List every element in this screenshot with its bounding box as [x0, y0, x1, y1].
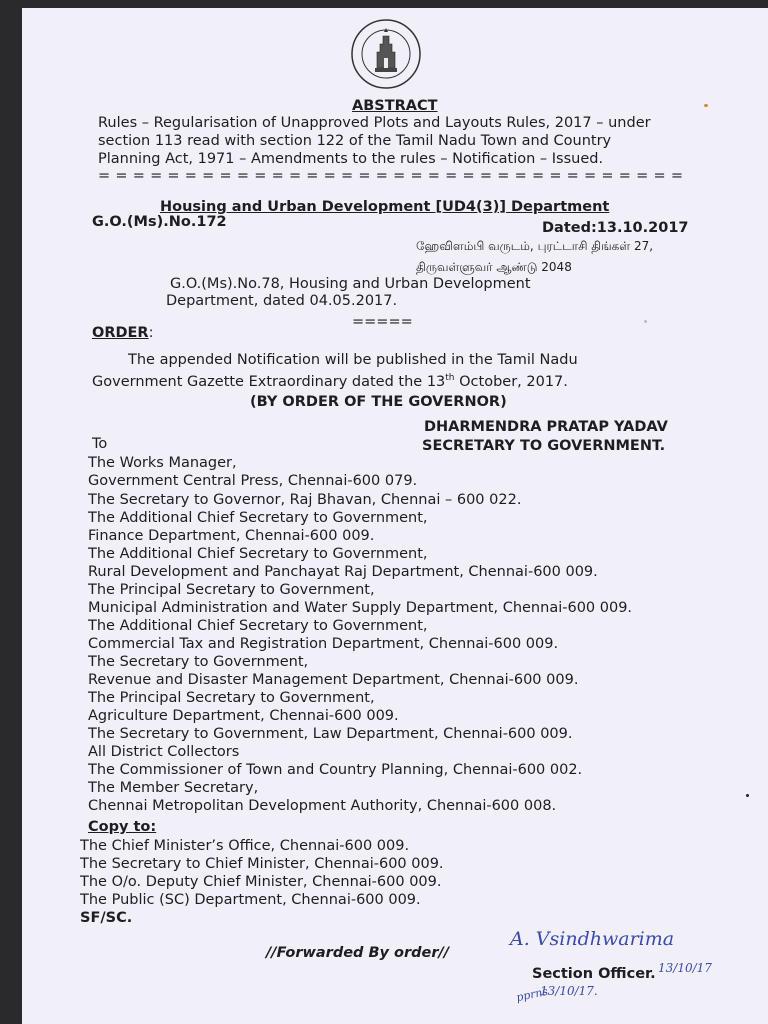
recipient-line: The Additional Chief Secretary to Government, — [88, 546, 428, 562]
order-heading: ORDER — [92, 325, 149, 341]
copy-to-item: The Secretary to Chief Minister, Chennai-600 009. — [80, 856, 444, 872]
recipient-line: All District Collectors — [88, 744, 240, 760]
signatory-name: DHARMENDRA PRATAP YADAV — [424, 419, 668, 435]
recipient-line: Rural Development and Panchayat Raj Department, Chennai-600 009. — [88, 564, 598, 580]
order-line-2-suffix: October, 2017. — [454, 373, 568, 390]
go-number: G.O.(Ms).No.172 — [92, 214, 227, 230]
handwritten-date-2: 13/10/17. — [540, 984, 598, 998]
recipient-line: Commercial Tax and Registration Department, Chennai-600 009. — [88, 636, 559, 652]
copy-to-item: The O/o. Deputy Chief Minister, Chennai-600 009. — [80, 874, 442, 890]
order-line-2 — [92, 370, 568, 391]
handwritten-signature: A. Vsindhwarima — [510, 928, 675, 950]
paper-speck — [644, 320, 647, 323]
department-heading: Housing and Urban Development [UD4(3)] Department — [160, 199, 610, 215]
tamil-date-line-1: ஹேவிளம்பி வருடம், புரட்டாசி திங்கள் 27, — [416, 239, 654, 253]
reference-separator: ===== — [352, 314, 413, 330]
paper-speck — [746, 794, 749, 797]
copy-to-heading: Copy to: — [88, 819, 157, 835]
recipient-line: Chennai Metropolitan Development Authority, Chennai-600 008. — [88, 798, 557, 814]
recipient-line: Municipal Administration and Water Supply Department, Chennai-600 009. — [88, 600, 633, 616]
recipient-line: The Works Manager, — [88, 455, 237, 471]
sf-sc: SF/SC. — [80, 910, 133, 926]
recipient-line: The Principal Secretary to Government, — [88, 582, 375, 598]
recipient-line: The Member Secretary, — [88, 780, 259, 796]
recipient-line: The Secretary to Governor, Raj Bhavan, Chennai – 600 022. — [88, 492, 522, 508]
to-label: To — [92, 436, 108, 452]
dated: Dated:13.10.2017 — [542, 220, 689, 236]
recipient-line: The Secretary to Government, — [88, 654, 309, 670]
abstract-heading: ABSTRACT — [352, 98, 438, 114]
abstract-separator: = = = = = = = = = = = = = = = = = = = = = = = = = = = = = = = = = = — [98, 168, 684, 184]
order-heading-group — [92, 325, 154, 342]
document-page — [22, 8, 768, 1024]
recipient-line: Finance Department, Chennai-600 009. — [88, 528, 375, 544]
paper-speck — [704, 104, 708, 107]
copy-to-item: The Public (SC) Department, Chennai-600 009. — [80, 892, 421, 908]
recipient-line: Agriculture Department, Chennai-600 009. — [88, 708, 399, 724]
abstract-line-2: section 113 read with section 122 of the Tamil Nadu Town and Country — [98, 133, 612, 149]
order-colon: : — [148, 325, 154, 341]
tamil-date-line-2: திருவள்ளுவர் ஆண்டு 2048 — [416, 260, 572, 274]
order-line-1: The appended Notification will be published in the Tamil Nadu — [128, 352, 578, 368]
signatory-title: SECRETARY TO GOVERNMENT. — [422, 438, 666, 454]
tamil-nadu-emblem-icon — [350, 18, 422, 90]
recipient-line: Revenue and Disaster Management Department, Chennai-600 009. — [88, 672, 579, 688]
forwarded-by-order: //Forwarded By order// — [266, 945, 450, 961]
handwritten-date-1: 13/10/17 — [658, 961, 712, 975]
by-order-of-governor: (BY ORDER OF THE GOVERNOR) — [250, 394, 507, 410]
order-line-2-prefix: Government Gazette Extraordinary dated the 13 — [92, 373, 446, 390]
recipient-line: The Commissioner of Town and Country Planning, Chennai-600 002. — [88, 762, 583, 778]
recipient-line: The Additional Chief Secretary to Government, — [88, 510, 428, 526]
abstract-line-3: Planning Act, 1971 – Amendments to the rules – Notification – Issued. — [98, 151, 604, 167]
recipient-line: The Secretary to Government, Law Department, Chennai-600 009. — [88, 726, 573, 742]
order-line-2-sup: th — [445, 373, 455, 383]
reference-line-1: G.O.(Ms).No.78, Housing and Urban Development — [170, 276, 531, 292]
recipient-line: The Principal Secretary to Government, — [88, 690, 375, 706]
reference-line-2: Department, dated 04.05.2017. — [166, 293, 398, 309]
recipient-line: The Additional Chief Secretary to Government, — [88, 618, 428, 634]
recipient-line: Government Central Press, Chennai-600 079. — [88, 473, 418, 489]
copy-to-item: The Chief Minister’s Office, Chennai-600 009. — [80, 838, 410, 854]
section-officer: Section Officer. — [532, 966, 656, 982]
abstract-line-1: Rules – Regularisation of Unapproved Plots and Layouts Rules, 2017 – under — [98, 115, 651, 131]
handwritten-initials: pprns — [514, 984, 550, 1005]
